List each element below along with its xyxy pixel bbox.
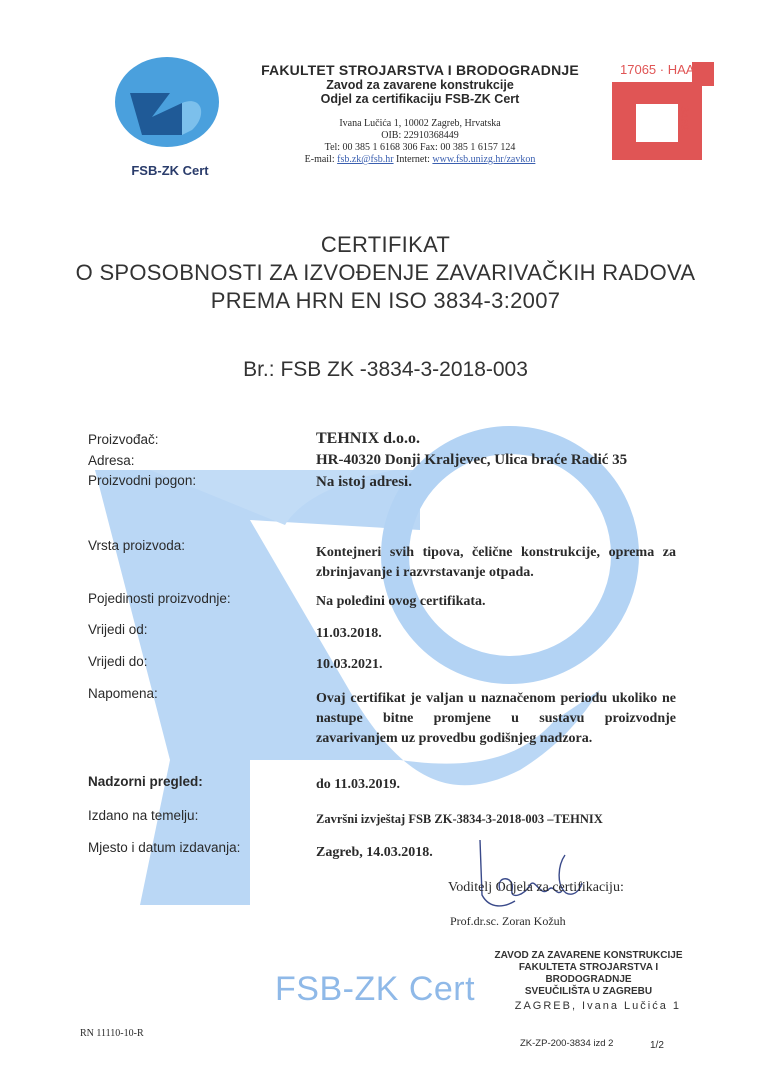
page-number: 1/2 [650, 1040, 664, 1051]
valid-from-label: Vrijedi od: [88, 622, 148, 637]
product-type-label: Vrsta proizvoda: [88, 538, 186, 553]
certificate-subtitle: O SPOSOBNOSTI ZA IZVOĐENJE ZAVARIVAČKIH RADOVA [75, 260, 696, 285]
internet-link[interactable]: www.fsb.unizg.hr/zavkon [432, 154, 536, 165]
product-type-value: Kontejneri svih tipova, čelične konstrukcije, oprema za zbrinjavanje i razvrstavanje otpada. [316, 545, 676, 580]
note-label: Napomena: [88, 686, 158, 701]
manufacturer-value: TEHNIX d.o.o. [316, 430, 421, 447]
production-details-label: Pojedinosti proizvodnje: [88, 591, 231, 606]
institution-name: FAKULTET STROJARSTVA I BRODOGRADNJE [261, 62, 579, 78]
certificate-title: CERTIFIKAT [320, 232, 451, 257]
certificate-number: Br.: FSB ZK -3834-3-2018-003 [243, 358, 528, 381]
valid-from-value: 11.03.2018. [316, 626, 382, 641]
logo-text: FSB-ZK Cert [131, 163, 209, 178]
address-value: HR-40320 Donji Kraljevec, Ulica braće Radić 35 [316, 452, 628, 468]
email-link[interactable]: fsb.zk@fsb.hr [337, 154, 394, 165]
stamp-line-3: SVEUČILIŠTA U ZAGREBU [524, 986, 653, 997]
internet-label: Internet: [393, 154, 433, 165]
document-code: ZK-ZP-200-3834 izd 2 [520, 1038, 614, 1049]
valid-to-value: 10.03.2021. [316, 657, 383, 672]
manufacturer-label: Proizvođač: [88, 432, 159, 447]
institute-name: Zavod za zavarene konstrukcije [326, 78, 514, 92]
accreditation-id: 3469 [678, 106, 690, 131]
stamp-address: ZAGREB, Ivana Lučića 1 [514, 1000, 681, 1012]
signatory-role: Voditelj Odjela za certifikaciju: [448, 880, 624, 895]
valid-to-label: Vrijedi do: [88, 654, 148, 669]
place-date-label: Mjesto i datum izdavanja: [88, 840, 241, 855]
issued-basis-value: Završni izvještaj FSB ZK-3834-3-2018-003 –TEHNIX [316, 812, 603, 826]
surveillance-value: do 11.03.2019. [316, 777, 401, 792]
form-id: RN 11110-10-R [80, 1028, 144, 1039]
institution-phone: Tel: 00 385 1 6168 306 Fax: 00 385 1 6157 124 [324, 142, 516, 153]
brand-watermark-text: FSB-ZK Cert [275, 970, 476, 1008]
address-label: Adresa: [88, 453, 135, 468]
email-label: E-mail: [304, 154, 338, 165]
signatory-name: Prof.dr.sc. Zoran Kožuh [450, 914, 566, 928]
plant-label: Proizvodni pogon: [88, 473, 197, 488]
institution-stamp [476, 950, 701, 1012]
stamp-line-1: ZAVOD ZA ZAVARENE KONSTRUKCIJE [494, 950, 683, 961]
institution-contact [230, 154, 610, 166]
department-name: Odjel za certifikaciju FSB-ZK Cert [320, 92, 520, 106]
place-date-value: Zagreb, 14.03.2018. [316, 845, 433, 860]
certificate-standard: PREMA HRN EN ISO 3834-3:2007 [210, 288, 561, 313]
institution-header [230, 62, 610, 166]
institution-oib: OIB: 22910368449 [381, 130, 459, 141]
surveillance-label: Nadzorni pregled: [88, 774, 203, 789]
accreditation-number: 17065 · HAA [620, 62, 695, 77]
plant-value: Na istoj adresi. [316, 474, 412, 490]
production-details-value: Na poleđini ovog certifikata. [316, 594, 486, 609]
handwritten-signature-icon [470, 835, 600, 915]
fsb-zk-logo-icon [112, 55, 222, 150]
institution-address: Ivana Lučića 1, 10002 Zagreb, Hrvatska [339, 118, 501, 129]
stamp-line-2: FAKULTETA STROJARSTVA I BRODOGRADNJE [518, 962, 659, 985]
issued-basis-label: Izdano na temelju: [88, 808, 199, 823]
note-value: Ovaj certifikat je valjan u naznačenom periodu ukoliko ne nastupe bitne promjene u sustavu proizvodnje zavarivanjem uz provedbu godišnjeg nadzora. [316, 691, 676, 746]
